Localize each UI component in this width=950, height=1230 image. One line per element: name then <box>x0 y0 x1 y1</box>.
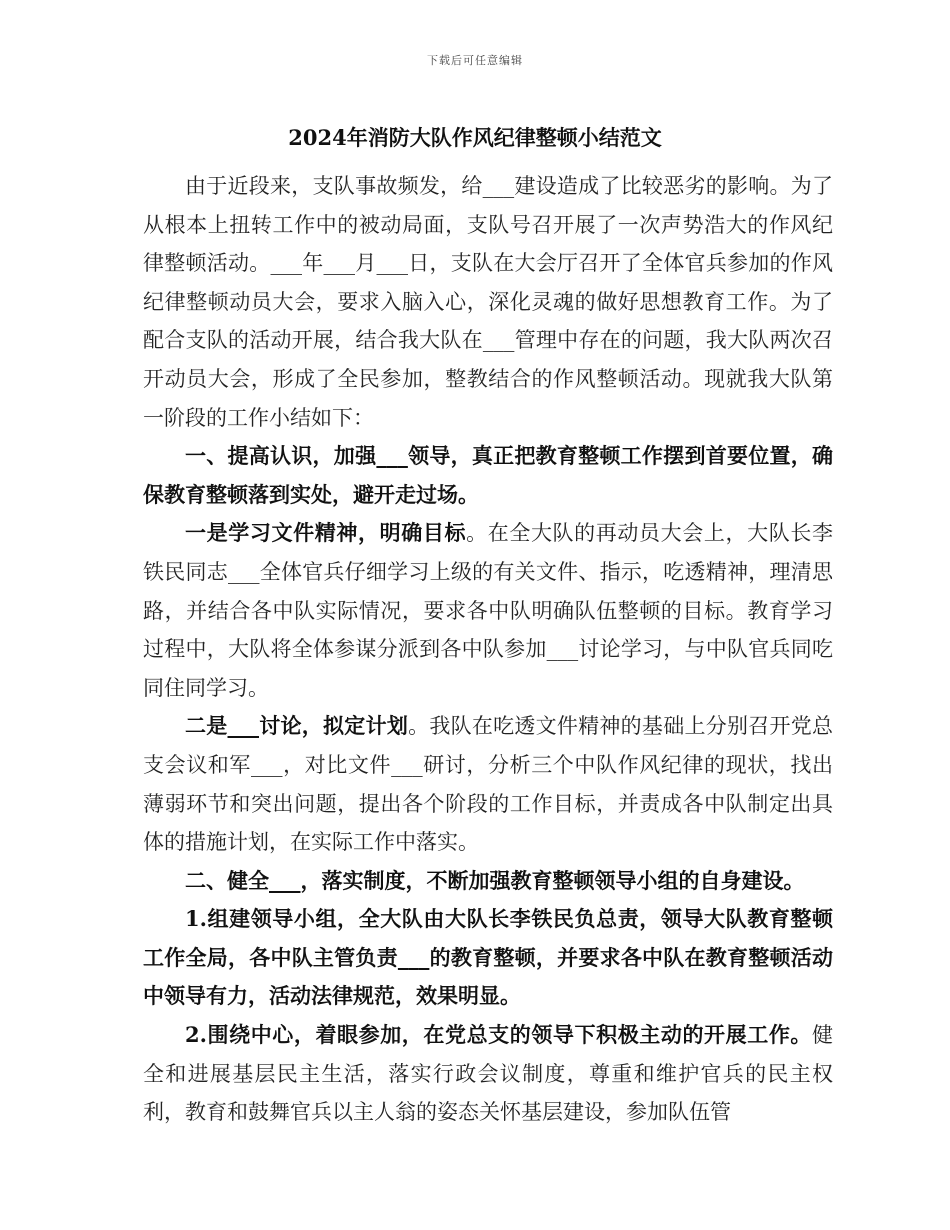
paragraph-text: 。在全大队的再动员大会上，大队长李铁民同志___全体官兵仔细学习上级的有关文件、指示，吃透精神，理清思路，并结合各中队实际情况，要求各中队明确队伍整顿的目标。教育学习过程中，大队将全体参谋分派到各中队参加___讨论学习，与中队官兵同吃同住同学习。 <box>143 521 834 700</box>
paragraph-text: 。我队在吃透文件精神的基础上分别召开党总支会议和军___，对比文件___研讨，分析三个中队作风纪律的现状，找出薄弱环节和突出问题，提出各个阶段的工作目标，并责成各中队制定出具体的措施计划，在实际工作中落实。 <box>143 714 834 855</box>
paragraph-lead: 2.围绕中心，着眼参加，在党总支的领导下积极主动的开展工作。 <box>185 1022 812 1048</box>
paragraph-text: 由于近段来，支队事故频发，给___建设造成了比较恶劣的影响。为了从根本上扭转工作中的被动局面，支队号召开展了一次声势浩大的作风纪律整顿活动。___年___月___日，支队在大会厅召开了全体官兵参加的作风纪律整顿动员大会，要求入脑入心，深化灵魂的做好思想教育工作。为了配合支队的活动开展，结合我大队在___管理中存在的问题，我大队两次召开动员大会，形成了全民参加，整教结合的作风整顿活动。现就我大队第一阶段的工作小结如下： <box>143 174 833 430</box>
paragraph-text: 1.组建领导小组，全大队由大队长李铁民负总责，领导大队教育整顿工作全局，各中队主管负责___的教育整顿，并要求各中队在教育整顿活动中领导有力，活动法律规范，效果明显。 <box>143 906 833 1009</box>
paragraph-focus-center <box>143 1016 833 1132</box>
section-heading-1 <box>143 437 833 514</box>
paragraph-lead: 二是___讨论，拟定计划 <box>185 713 409 739</box>
paragraph-text: 健全和进展基层民主生活，落实行政会议制度，尊重和维护官兵的民主权利，教育和鼓舞官兵以主人翁的姿态关怀基层建设，参加队伍管 <box>143 1023 833 1125</box>
paragraph-intro <box>143 167 833 437</box>
document-body <box>143 167 833 1132</box>
section-heading-text: 一、提高认识，加强___领导，真正把教育整顿工作摆到首要位置，确保教育整顿落到实处，避开走过场。 <box>143 443 833 507</box>
paragraph-discussion-plan <box>143 707 833 861</box>
paragraph-study-documents <box>143 514 833 707</box>
page-header-note: 下载后可任意编辑 <box>427 54 523 67</box>
paragraph-lead: 一是学习文件精神，明确目标 <box>185 520 467 546</box>
document-title: 2024年消防大队作风纪律整顿小结范文 <box>288 125 662 150</box>
section-heading-text: 二、健全___，落实制度，不断加强教育整顿领导小组的自身建设。 <box>185 867 805 893</box>
section-heading-2 <box>143 862 833 901</box>
paragraph-leadership-group <box>143 900 833 1016</box>
